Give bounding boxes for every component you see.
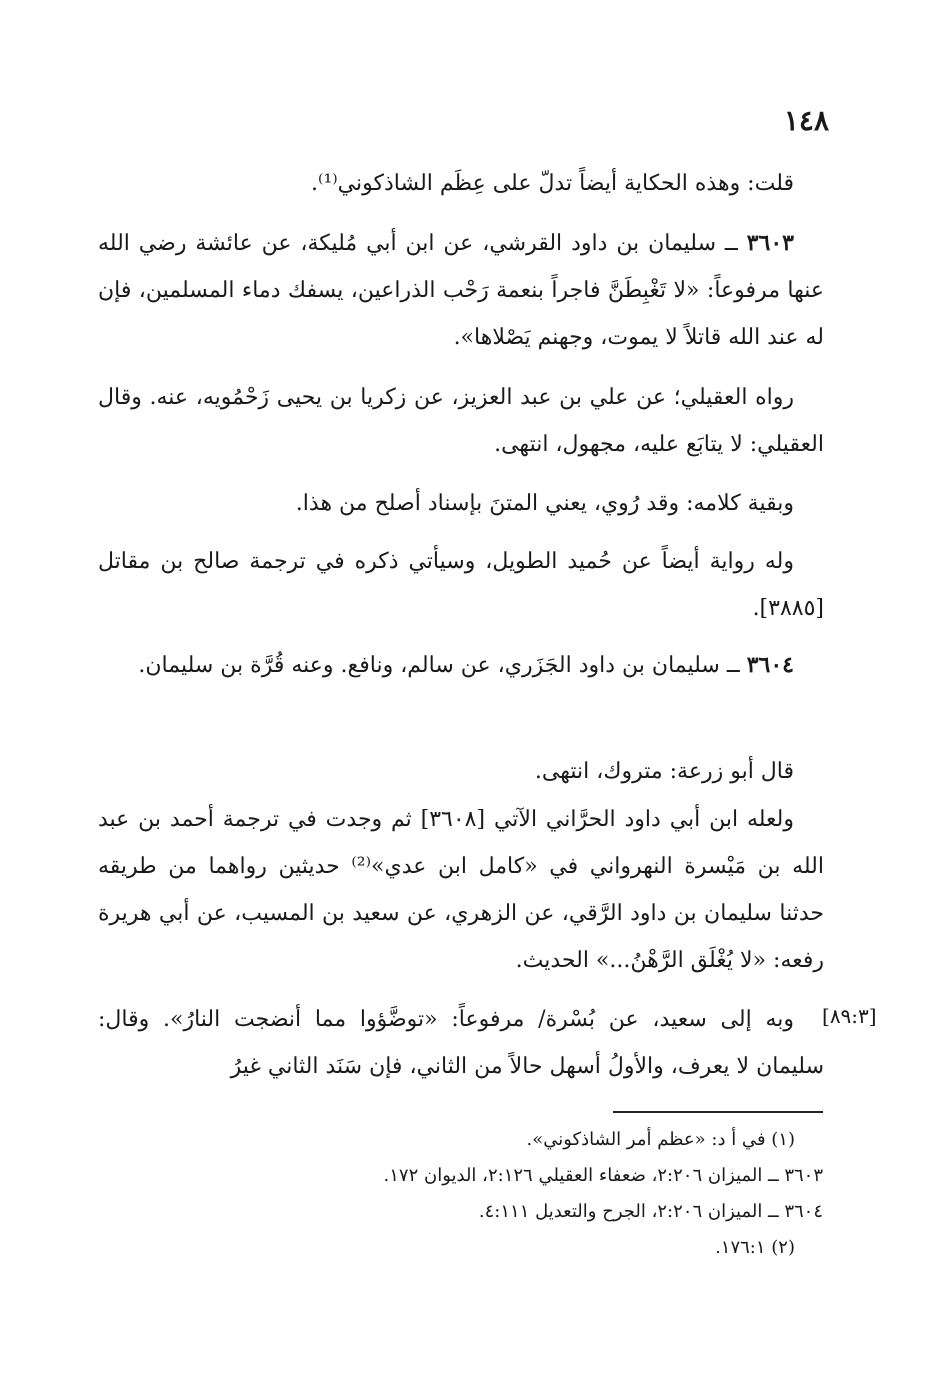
body-text [98,160,824,207]
footnote-divider [613,1111,823,1113]
paragraph-9: وبه إلى سعيد، عن بُسْرة/ مرفوعاً: «توضَّؤوا مما أنضجت النارُ». وقال: سليمان لا يعرف، والأولُ أسهل حالاً من الثاني، فإن سَنَد الثاني غيرُ [98,1007,824,1079]
paragraph-3: رواه العقيلي؛ عن علي بن عبد العزيز، عن زكريا بن يحيى زَحْمُويه، عنه. وقال العقيلي: لا يتابَع عليه، مجهول، انتهى. [98,385,824,457]
paragraph-4: وبقية كلامه: وقد رُوي، يعني المتنَ بإسناد أصلح من هذا. [295,491,794,516]
paragraph-5: وله رواية أيضاً عن حُميد الطويل، وسيأتي ذكره في ترجمة صالح بن مقاتل [٣٨٨٥]. [98,549,824,621]
footnote-2: ٣٦٠٣ ــ الميزان ٢:٢٠٦، ضعفاء العقيلي ٢:١٢٦، الديوان ١٧٢. [383,1165,823,1186]
body-text-7 [98,748,824,795]
body-text-3 [98,374,824,468]
entry-number: ٣٦٠٣ [746,230,794,256]
page-number: ١٤٨ [783,104,829,137]
entry-number: ٣٦٠٤ [746,652,794,678]
entry-text: ــ سليمان بن داود الجَزَري، عن سالم، ونافع. وعنه قُرَّة بن سليمان. [138,653,747,678]
paragraph-8: ولعله ابن أبي داود الحرَّاني الآتي [٣٦٠٨] ثم وجدت في ترجمة أحمد بن عبد الله بن مَيْسرة النهرواني في «كامل ابن عدي»⁽²⁾ حديثين رواهما من طريقه حدثنا سليمان بن داود الرَّقي، عن الزهري، عن سعيد بن المسيب، عن أبي هريرة رفعه: «لا يُغْلَق الرَّهْنُ...» الحديث. [98,807,824,973]
entry-text: ــ سليمان بن داود القرشي، عن ابن أبي مُليكة، عن عائشة رضي الله عنها مرفوعاً: «لا تَغْبِطَنَّ فاجراً بنعمة رَحْب الذراعين، يسفك دماء المسلمين، فإن له عند الله قاتلاً لا يموت، وجهنم يَصْلاها». [98,231,824,350]
entry-3604 [98,642,824,689]
footnote-4: (٢) ١٧٦:١. [715,1237,795,1258]
footnote-1: (١) في أ د: «عظم أمر الشاذكوني». [526,1129,795,1150]
paragraph-2 [98,220,824,361]
body-text-8 [98,796,824,984]
paragraph-6 [98,642,824,689]
body-text-9 [98,996,824,1090]
body-text-4 [98,480,824,527]
margin-reference: [٨٩:٣] [822,1004,877,1028]
paragraph-7: قال أبو زرعة: متروك، انتهى. [534,759,794,784]
footnotes [160,1122,823,1266]
body-text-5 [98,538,824,632]
paragraph-1: قلت: وهذه الحكاية أيضاً تدلّ على عِظَم الشاذكوني⁽¹⁾. [311,171,794,196]
entry-3603 [98,220,824,361]
footnote-3: ٣٦٠٤ ــ الميزان ٢:٢٠٦، الجرح والتعديل ٤:١١١. [478,1201,823,1222]
